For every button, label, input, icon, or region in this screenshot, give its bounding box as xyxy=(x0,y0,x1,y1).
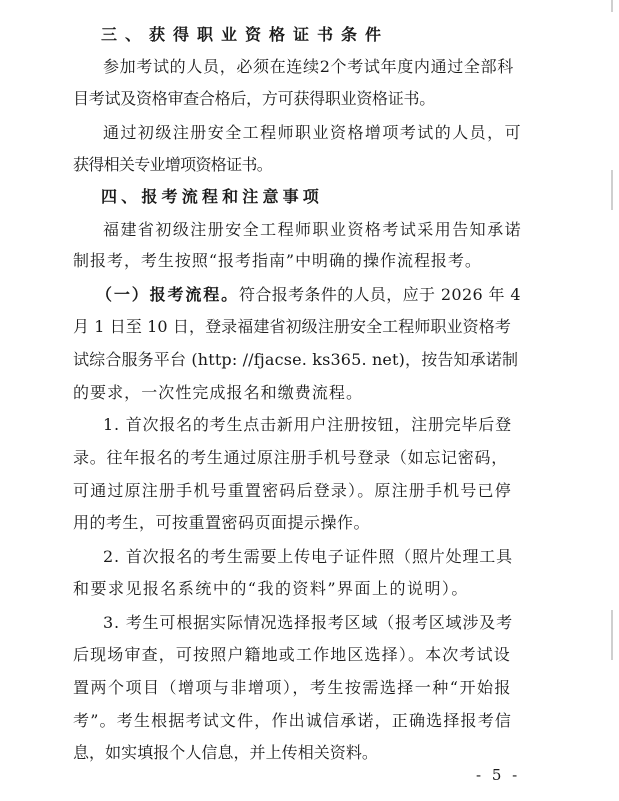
scan-edge-mark xyxy=(611,170,613,210)
subsection-title: （一）报考流程。 xyxy=(96,285,239,304)
scan-edge-mark xyxy=(611,610,613,660)
section-heading-4: 四、报考流程和注意事项 xyxy=(101,187,323,206)
section-heading-3: 三、获得职业资格证书条件 xyxy=(101,25,390,44)
paragraph-line: 1. 首次报名的考生点击新用户注册按钮，注册完毕后登 xyxy=(103,415,512,434)
paragraph-line xyxy=(96,285,521,305)
scan-edge-mark xyxy=(611,0,613,12)
paragraph-line: 息，如实填报个人信息，并上传相关资料。 xyxy=(73,743,378,762)
paragraph-line: 参加考试的人员，必须在连续2个考试年度内通过全部科 xyxy=(103,57,514,76)
paragraph-line: 2. 首次报名的考生需要上传电子证件照（照片处理工具 xyxy=(103,547,513,566)
paragraph-line: 后现场审查，可按照户籍地或工作地区选择）。本次考试设 xyxy=(73,645,511,664)
paragraph-line: 用的考生，可按重置密码页面提示操作。 xyxy=(73,513,371,532)
paragraph-line: 和要求见报名系统中的“我的资料”界面上的说明）。 xyxy=(73,579,469,598)
paragraph-line: 试综合服务平台 (http: //fjacse. ks365. net)，按告知承诺制 xyxy=(73,350,519,369)
paragraph-line: 目考试及资格审查合格后，方可获得职业资格证书。 xyxy=(73,89,436,108)
paragraph-line: 福建省初级注册安全工程师职业资格考试采用告知承诺 xyxy=(103,220,523,239)
paragraph-text: 符合报考条件的人员，应于 2026 年 4 xyxy=(238,285,521,304)
paragraph-line: 考”。考生根据考试文件，作出诚信承诺，正确选择报考信 xyxy=(73,711,513,730)
paragraph-line: 置两个项目（增项与非增项），考生按需选择一种“开始报 xyxy=(73,678,512,697)
paragraph-line: 的要求，一次性完成报名和缴费流程。 xyxy=(73,383,364,402)
paragraph-line: 录。往年报名的考生通过原注册手机号登录（如忘记密码， xyxy=(73,448,508,467)
paragraph-line: 通过初级注册安全工程师职业资格增项考试的人员，可 xyxy=(103,123,523,142)
paragraph-line: 月 1 日至 10 日，登录福建省初级注册安全工程师职业资格考 xyxy=(73,317,511,336)
paragraph-line: 获得相关专业增项资格证书。 xyxy=(73,155,273,174)
page-number: - 5 - xyxy=(476,766,521,784)
paragraph-line: 3. 考生可根据实际情况选择报考区域（报考区域涉及考 xyxy=(103,613,513,632)
paragraph-line: 制报考，考生按照“报考指南”中明确的操作流程报考。 xyxy=(73,251,482,270)
paragraph-line: 可通过原注册手机号重置密码后登录）。原注册手机号已停 xyxy=(73,481,512,500)
